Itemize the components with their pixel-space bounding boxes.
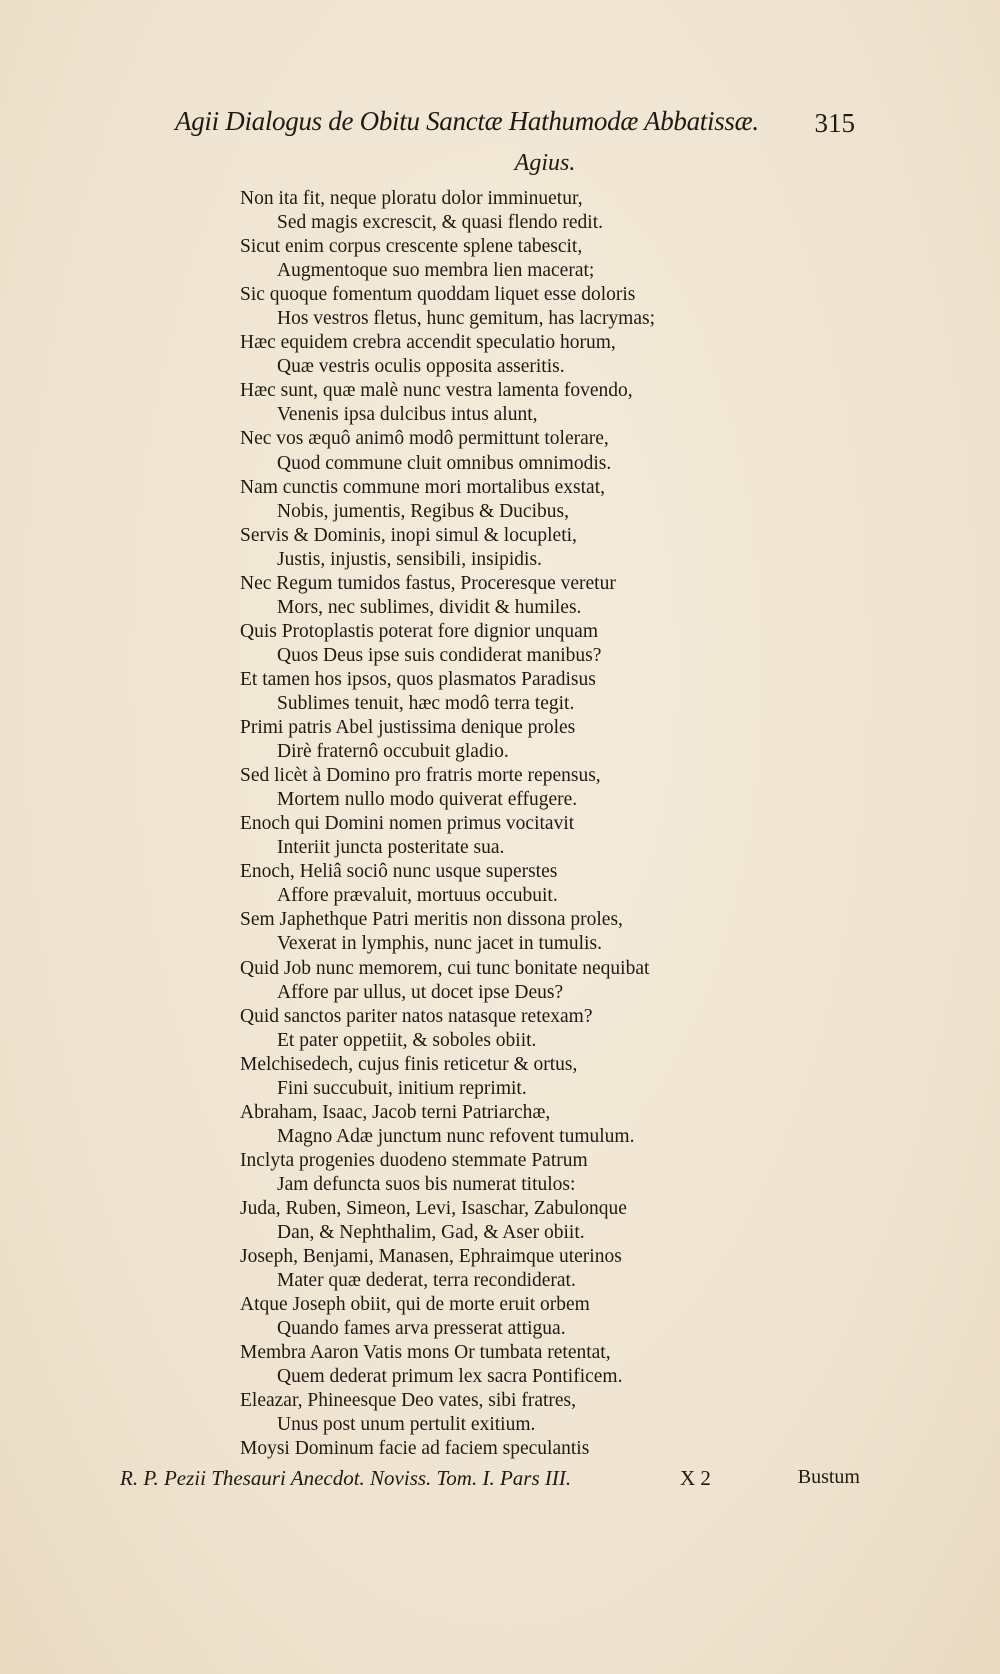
verse-line: Quis Protoplastis poterat fore dignior unquam — [240, 620, 598, 642]
verse-line: Dan, & Nephthalim, Gad, & Aser obiit. — [277, 1222, 585, 1244]
verse-line: Augmentoque suo membra lien macerat; — [277, 260, 595, 282]
verse-line: Nam cunctis commune mori mortalibus exstat, — [240, 476, 606, 498]
verse-line: Abraham, Isaac, Jacob terni Patriarchæ, — [240, 1101, 551, 1123]
verse-line: Joseph, Benjami, Manasen, Ephraimque uterinos — [240, 1246, 622, 1268]
verse-line: Affore par ullus, ut docet ipse Deus? — [277, 981, 564, 1003]
verse-line: Sem Japhethque Patri meritis non dissona proles, — [240, 909, 623, 931]
verse-line: Servis & Dominis, inopi simul & locupleti, — [240, 524, 577, 546]
verse-line: Et pater oppetiit, & soboles obiit. — [277, 1029, 537, 1051]
verse-line: Sicut enim corpus crescente splene tabescit, — [240, 236, 583, 258]
verse-line: Primi patris Abel justissima denique proles — [240, 717, 576, 739]
verse-line: Quæ vestris oculis opposita asseritis. — [277, 356, 565, 378]
verse-line: Hæc equidem crebra accendit speculatio horum, — [240, 332, 616, 354]
verse-line: Quando fames arva presserat attigua. — [277, 1318, 566, 1340]
verse-line: Moysi Dominum facie ad faciem speculantis — [240, 1438, 590, 1460]
verse-line: Et tamen hos ipsos, quos plasmatos Paradisus — [240, 668, 596, 690]
verse-line: Magno Adæ junctum nunc refovent tumulum. — [277, 1125, 635, 1147]
verse-line: Affore prævaluit, mortuus occubuit. — [277, 885, 558, 907]
footer-citation: R. P. Pezii Thesauri Anecdot. Noviss. Tom. I. Pars III. — [120, 1466, 572, 1490]
verse-line: Mater quæ dederat, terra recondiderat. — [277, 1270, 576, 1292]
verse-line: Sublimes tenuit, hæc modô terra tegit. — [277, 692, 575, 714]
verse-line: Hæc sunt, quæ malè nunc vestra lamenta fovendo, — [240, 380, 633, 402]
page-number: 315 — [814, 108, 855, 138]
verse-line: Justis, injustis, sensibili, insipidis. — [277, 548, 542, 570]
verse-line: Nec Regum tumidos fastus, Proceresque veretur — [240, 572, 616, 594]
verse-line: Nec vos æquô animô modô permittunt tolerare, — [240, 428, 609, 450]
verse-line: Quid Job nunc memorem, cui tunc bonitate nequibat — [240, 957, 650, 979]
verse-line: Quos Deus ipse suis condiderat manibus? — [277, 644, 602, 666]
verse-line: Mortem nullo modo quiverat effugere. — [277, 789, 578, 811]
verse-text — [240, 187, 800, 1461]
verse-line: Eleazar, Phineesque Deo vates, sibi fratres, — [240, 1390, 577, 1412]
catchword: Bustum — [797, 1466, 860, 1488]
verse-line: Unus post unum pertulit exitium. — [277, 1414, 536, 1436]
verse-line: Hos vestros fletus, hunc gemitum, has lacrymas; — [277, 308, 656, 330]
verse-line: Inclyta progenies duodeno stemmate Patrum — [240, 1149, 588, 1171]
verse-line: Mors, nec sublimes, dividit & humiles. — [277, 596, 582, 618]
verse-line: Enoch qui Domini nomen primus vocitavit — [240, 813, 575, 835]
verse-line: Enoch, Heliâ sociô nunc usque superstes — [240, 861, 558, 883]
page-header — [175, 100, 855, 140]
verse-line: Melchisedech, cujus finis reticetur & ortus, — [240, 1053, 578, 1075]
verse-line: Vexerat in lymphis, nunc jacet in tumulis. — [277, 933, 602, 955]
verse-line: Sic quoque fomentum quoddam liquet esse doloris — [240, 284, 636, 306]
verse-line: Nobis, jumentis, Regibus & Ducibus, — [277, 500, 569, 522]
verse-line: Non ita fit, neque ploratu dolor imminuetur, — [240, 188, 583, 209]
verse-line: Atque Joseph obiit, qui de morte eruit orbem — [240, 1294, 590, 1316]
speaker-heading: Agius. — [514, 150, 576, 176]
verse-line: Quid sanctos pariter natos natasque retexam? — [240, 1005, 593, 1027]
verse-line: Fini succubuit, initium reprimit. — [277, 1077, 527, 1099]
running-title: Agii Dialogus de Obitu Sanctæ Hathumodæ Abbatissæ. — [175, 106, 759, 136]
verse-line: Quem dederat primum lex sacra Pontificem. — [277, 1366, 623, 1388]
verse-line: Venenis ipsa dulcibus intus alunt, — [277, 404, 538, 426]
verse-line: Jam defuncta suos bis numerat titulos: — [277, 1173, 576, 1195]
verse-line: Sed magis excrescit, & quasi flendo redit. — [277, 212, 603, 234]
verse-line: Dirè fraternô occubuit gladio. — [277, 741, 509, 763]
verse-line: Sed licèt à Domino pro fratris morte repensus, — [240, 765, 601, 787]
verse-line: Interiit juncta posteritate sua. — [277, 837, 505, 859]
verse-line: Quod commune cluit omnibus omnimodis. — [277, 452, 612, 474]
signature-mark: X 2 — [680, 1466, 711, 1490]
verse-line: Membra Aaron Vatis mons Or tumbata retentat, — [240, 1342, 611, 1364]
verse-line: Juda, Ruben, Simeon, Levi, Isaschar, Zabulonque — [240, 1197, 627, 1219]
page-footer — [120, 1466, 860, 1496]
